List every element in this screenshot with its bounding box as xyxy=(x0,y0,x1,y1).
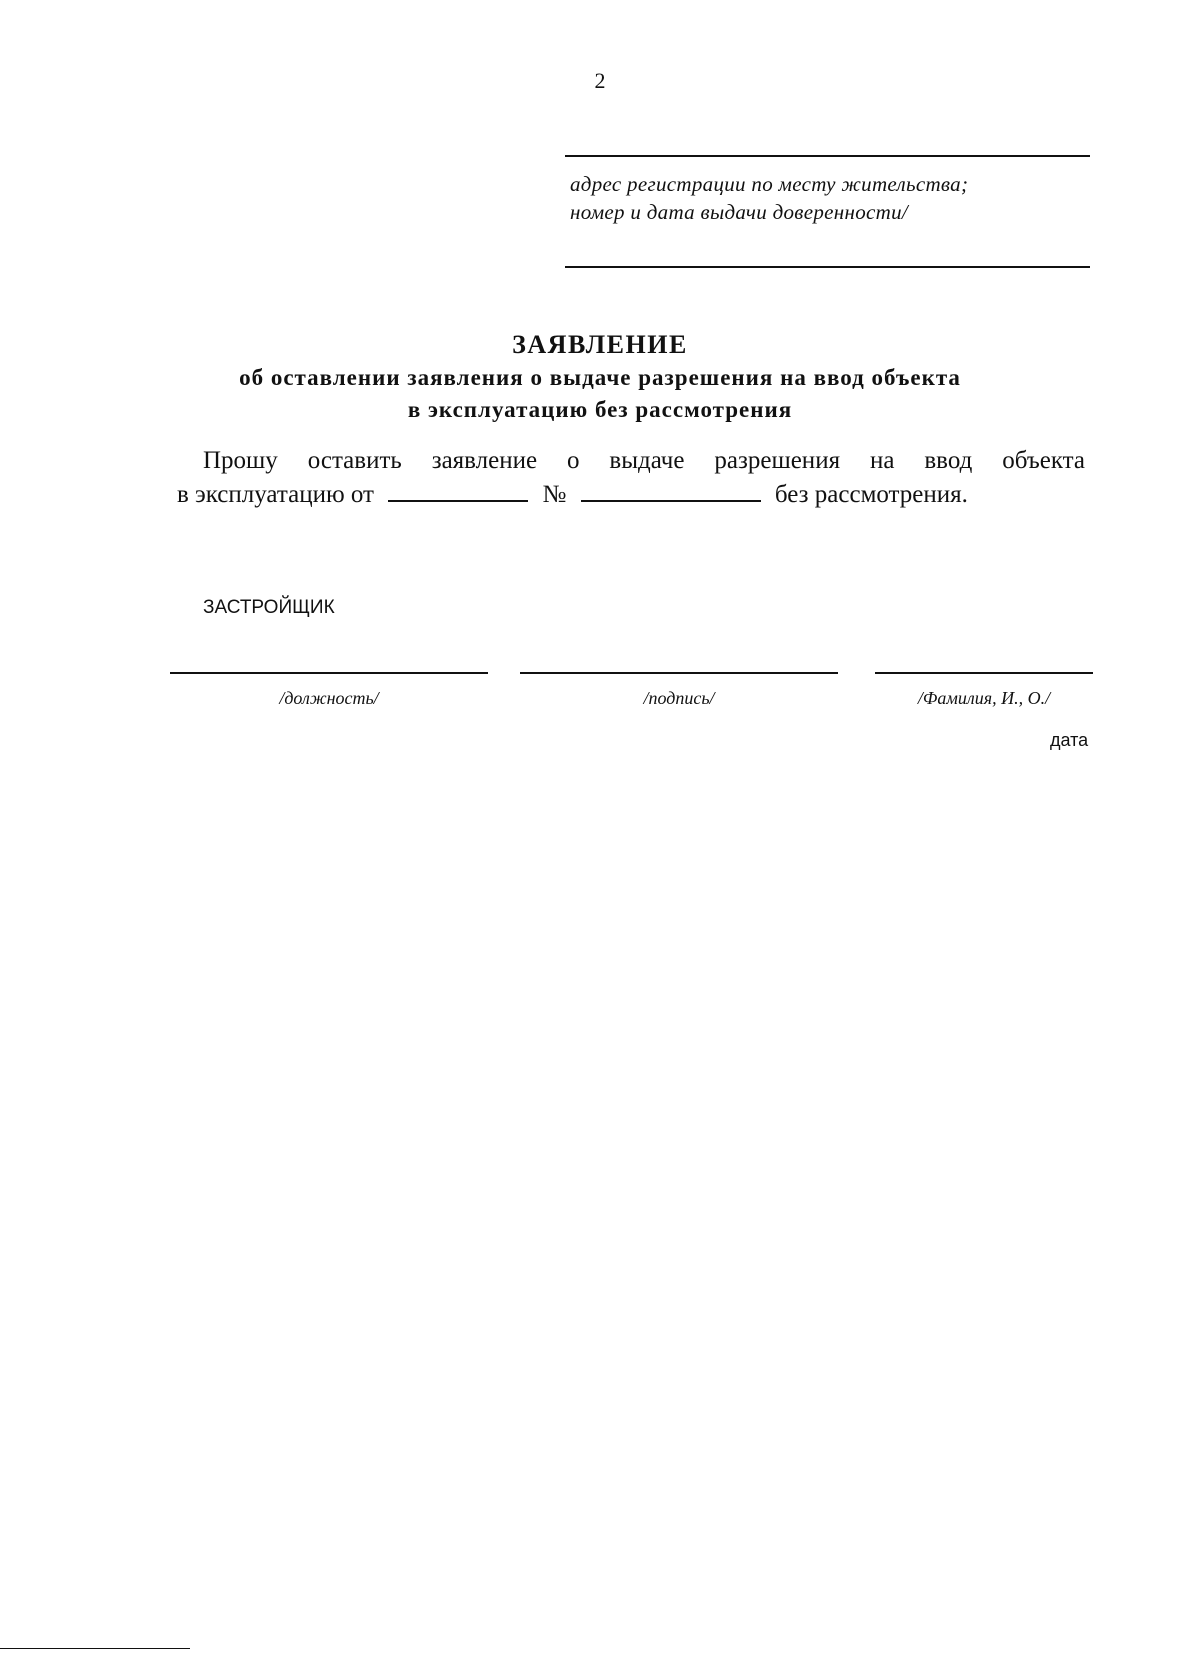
name-caption: /Фамилия, И., О./ xyxy=(917,688,1051,708)
body-line-2-suffix: без рассмотрения. xyxy=(774,481,968,508)
body-line-2 xyxy=(177,478,968,509)
footer-line xyxy=(0,1648,190,1649)
document-title: ЗАЯВЛЕНИЕ xyxy=(512,330,688,359)
date-blank-field[interactable] xyxy=(388,478,528,502)
number-blank-field[interactable] xyxy=(581,478,761,502)
address-bottom-line xyxy=(565,266,1090,268)
address-hint-line-1: адрес регистрации по месту жительства; xyxy=(570,172,969,196)
address-hint-line-2: номер и дата выдачи доверенности/ xyxy=(570,200,909,224)
date-label: дата xyxy=(1050,730,1089,750)
signature-caption: /подпись/ xyxy=(643,688,715,708)
address-hint xyxy=(570,170,968,226)
address-top-line xyxy=(565,155,1090,157)
name-signature-line[interactable] xyxy=(875,672,1093,674)
developer-label: ЗАСТРОЙЩИК xyxy=(203,597,335,618)
page-number: 2 xyxy=(594,68,606,93)
body-line-1: Прошу оставить заявление о выдаче разрешения на ввод объекта xyxy=(203,447,1085,474)
position-signature-line[interactable] xyxy=(170,672,488,674)
document-subtitle xyxy=(0,362,1200,426)
number-sign: № xyxy=(542,481,567,508)
position-caption: /должность/ xyxy=(279,688,379,708)
signature-line[interactable] xyxy=(520,672,838,674)
body-line-2-prefix: в эксплуатацию от xyxy=(177,481,374,508)
subtitle-line-1: об оставлении заявления о выдаче разрешения на ввод объекта xyxy=(239,365,961,390)
subtitle-line-2: в эксплуатацию без рассмотрения xyxy=(407,397,793,422)
